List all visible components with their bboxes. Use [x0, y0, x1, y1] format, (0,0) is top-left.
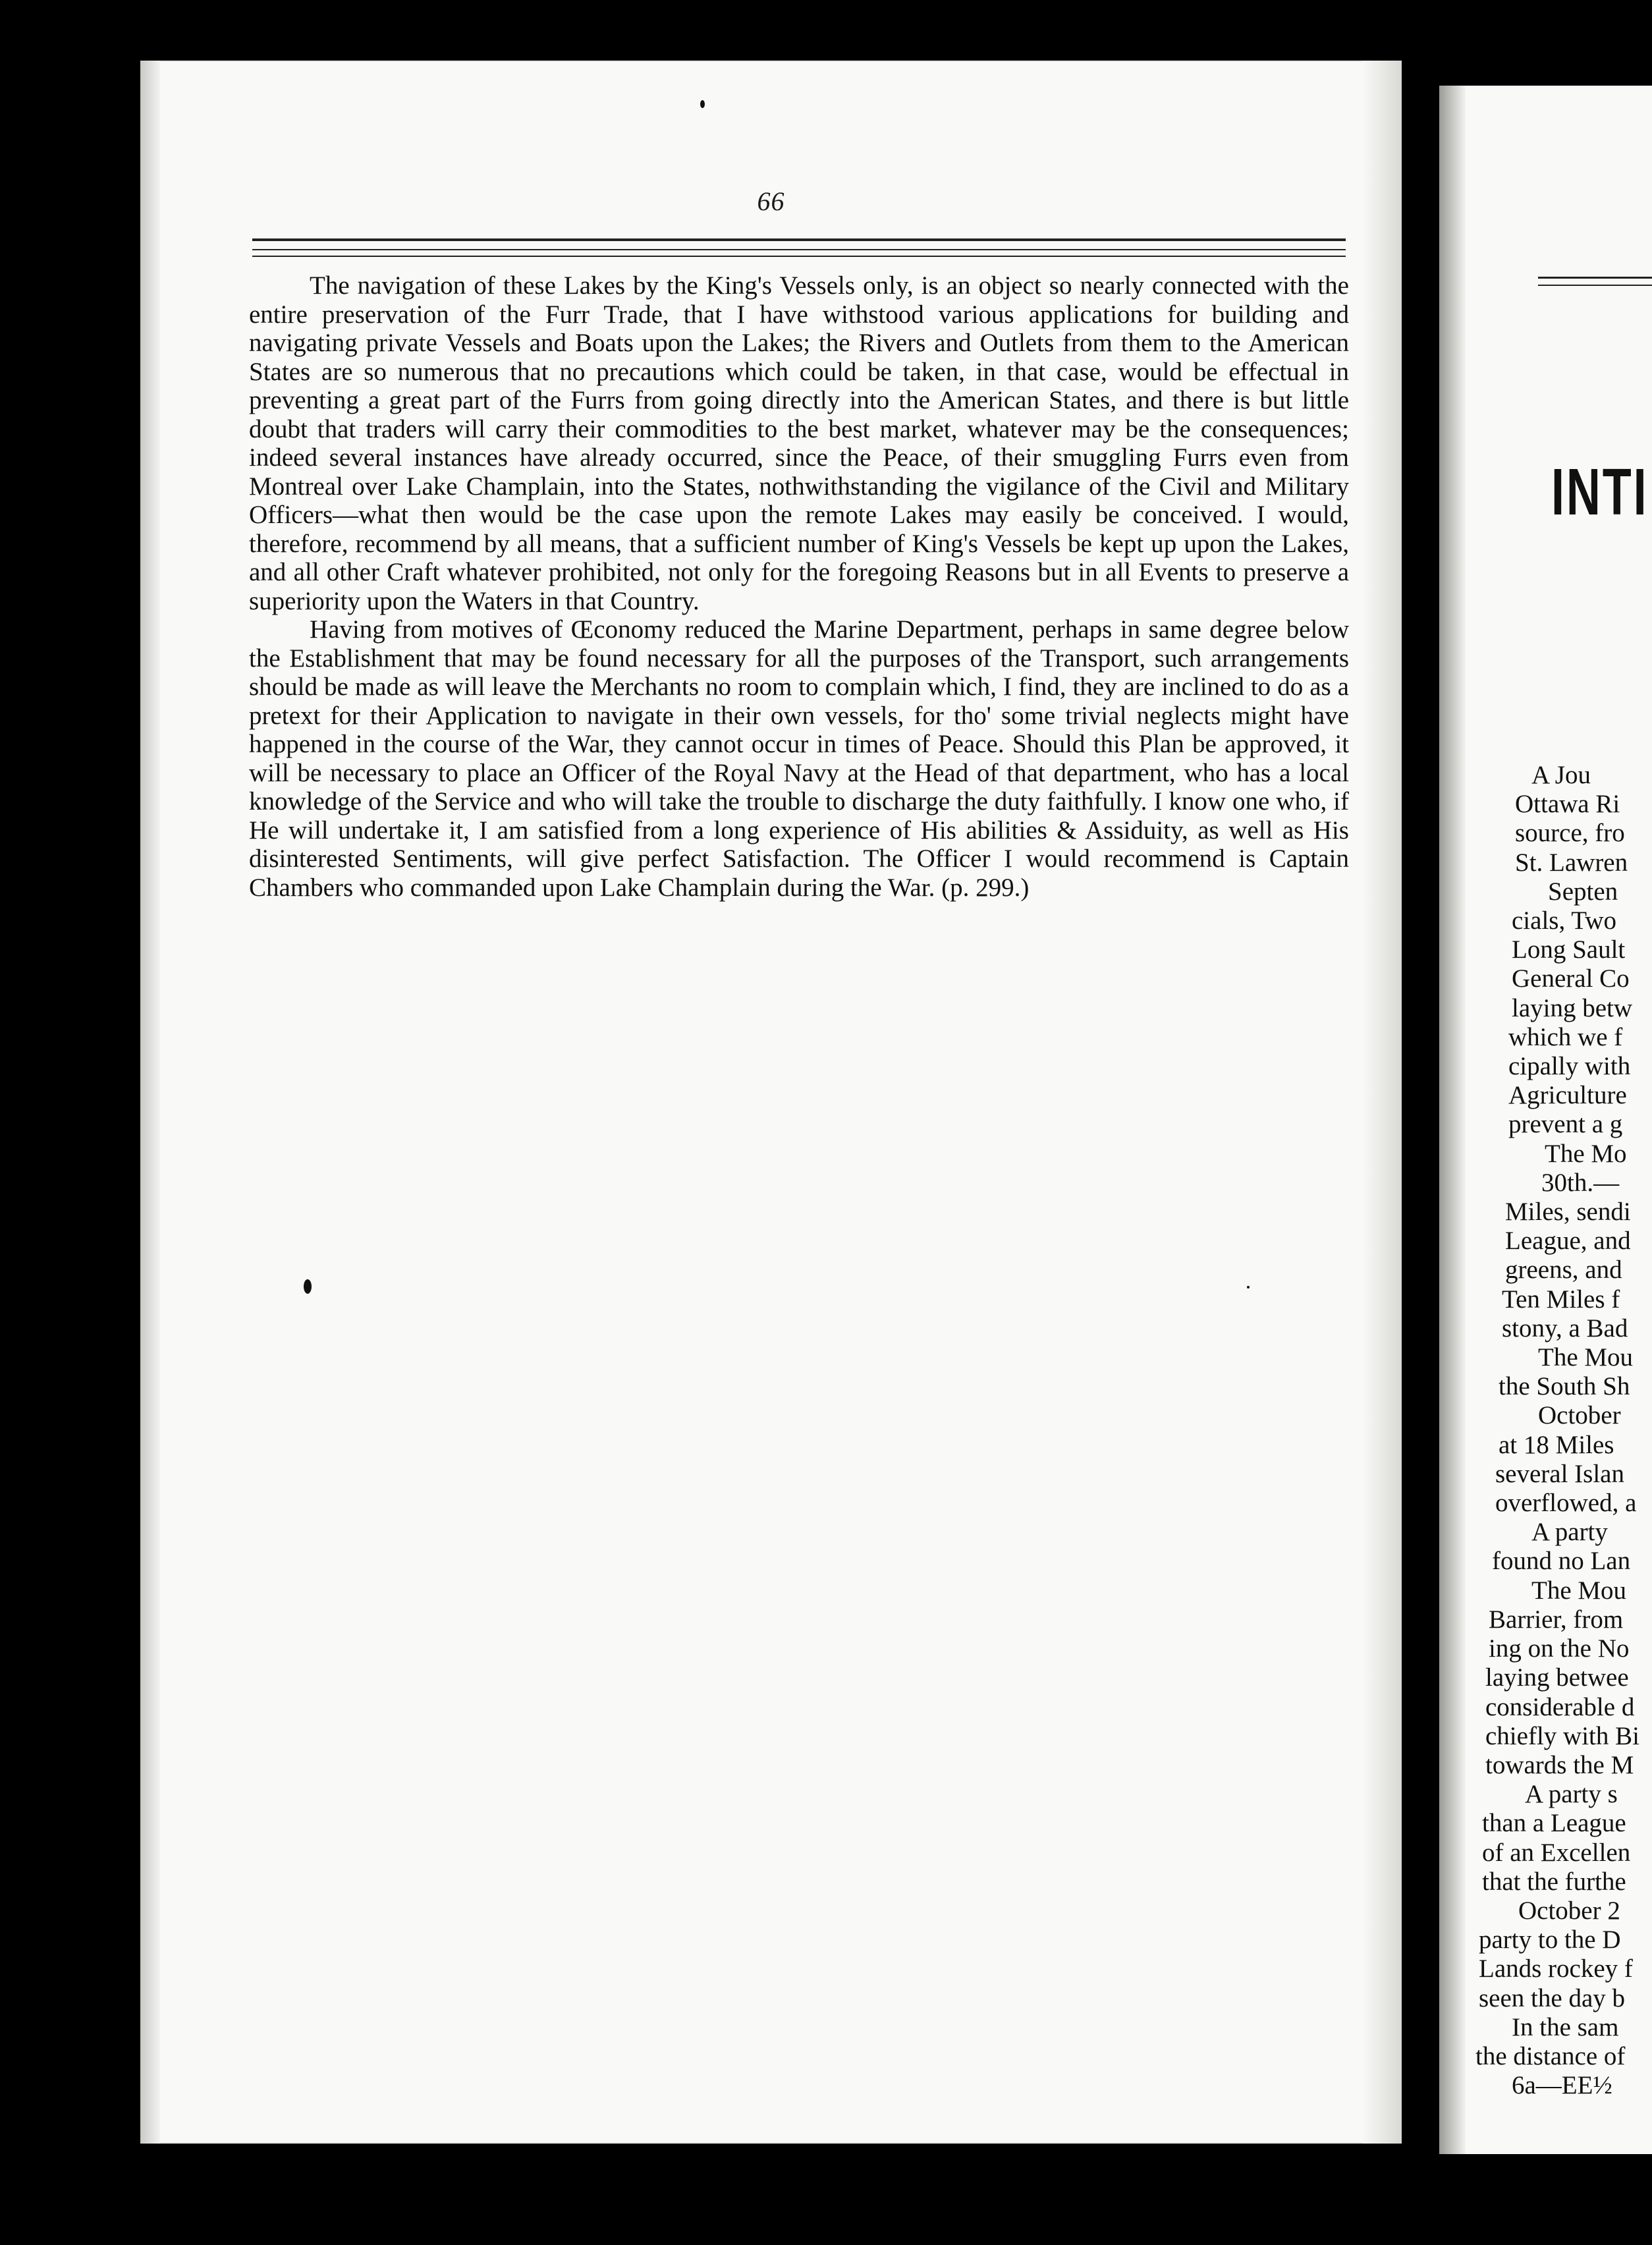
page-number: 66	[757, 186, 785, 216]
header-rule	[252, 238, 1346, 241]
text-line: A party	[1531, 1518, 1608, 1547]
text-line: source, fro	[1515, 819, 1625, 848]
text-line: overflowed, a	[1495, 1489, 1637, 1518]
header-rule	[252, 249, 1346, 250]
text-line: of an Excellen	[1482, 1838, 1631, 1867]
right-page-text	[1439, 761, 1652, 2100]
text-line: laying betwee	[1485, 1663, 1629, 1692]
text-line: A Jou	[1531, 761, 1591, 789]
text-line: In the sam	[1512, 2012, 1619, 2041]
text-line: Ten Miles f	[1502, 1285, 1620, 1314]
text-line: which we f	[1508, 1022, 1623, 1051]
text-line: cials, Two	[1512, 906, 1617, 935]
text-line: Septen	[1548, 877, 1618, 906]
text-line: Lands rockey f	[1479, 1954, 1633, 1983]
text-line: A party s	[1525, 1780, 1618, 1809]
text-line: cipally with	[1508, 1052, 1631, 1081]
text-line: found no Lan	[1492, 1547, 1631, 1576]
text-line: that the furthe	[1482, 1867, 1626, 1896]
text-line: 30th.—	[1541, 1168, 1620, 1197]
text-line: Long Sault	[1512, 935, 1626, 964]
text-line: prevent a g	[1508, 1110, 1623, 1139]
text-line: 6a—EE½	[1512, 2071, 1612, 2100]
page-edge-shadow	[140, 61, 160, 2144]
text-line: General Co	[1512, 964, 1630, 993]
text-line: the South Sh	[1499, 1372, 1630, 1401]
text-line: at 18 Miles	[1499, 1430, 1614, 1459]
text-line: the distance of	[1475, 2041, 1626, 2070]
text-line: several Islan	[1495, 1459, 1624, 1488]
text-line: ing on the No	[1489, 1634, 1630, 1663]
text-line: October	[1538, 1401, 1621, 1430]
text-line: Miles, sendi	[1505, 1198, 1631, 1227]
text-line: The Mou	[1538, 1343, 1634, 1372]
text-line: Ottawa Ri	[1515, 790, 1620, 819]
paragraph-marine-department: Having from motives of Œconomy reduced the Marine Department, perhaps in same degree below the Establishment that may be found necessary for all the purposes of the Transport, such arrangements should be made as will leave the Merchants no room to complain which, I find, they are inclined to do as a pretext for their Application to navigate in their own vessels, for tho' some trivial neglects might have happened in the course of the War, they cannot occur in times of Peace. Should this Plan be approved, it will be necessary to place an Officer of the Royal Navy at the Head of that department, who has a local knowledge of the Service and who will take the trouble to discharge the duty faithfully. I know one who, if He will undertake it, I am satisfied from a long experience of His abilities & Assiduity, as well as His disinterested Sentiments, will give perfect Satisfaction. The Officer I would recommend is Captain Chambers who commanded upon Lake Champlain during the War. (p. 299.)	[249, 615, 1349, 902]
header-rule	[252, 256, 1346, 257]
page-heading: INTI	[1551, 455, 1649, 529]
text-line: League, and	[1505, 1227, 1631, 1256]
text-line: The Mou	[1531, 1576, 1627, 1605]
right-page	[1439, 86, 1652, 2154]
text-line: chiefly with Bi	[1485, 1721, 1639, 1750]
page-binding-shadow	[1362, 61, 1402, 2144]
text-line: stony, a Bad	[1502, 1314, 1628, 1343]
text-line: Barrier, from	[1489, 1605, 1624, 1634]
header-rule	[1538, 285, 1652, 286]
text-line: towards the M	[1485, 1750, 1634, 1779]
header-rule	[1538, 277, 1652, 279]
text-line: St. Lawren	[1515, 848, 1628, 877]
text-line: The Mo	[1545, 1139, 1627, 1168]
text-line: October 2	[1518, 1896, 1620, 1925]
text-line: considerable d	[1485, 1692, 1635, 1721]
left-page	[140, 61, 1402, 2144]
text-line: laying betw	[1512, 993, 1633, 1022]
paragraph-lakes-navigation: The navigation of these Lakes by the King's Vessels only, is an object so nearly connected with the entire preservation of the Furr Trade, that I have withstood various applications for building and navigating private Vessels and Boats upon the Lakes; the Rivers and Outlets from them to the American States are so numerous that no precautions which could be taken, in that case, would be effectual in preventing a great part of the Furrs from going directly into the American States, and there is but little doubt that traders will carry their commodities to the best market, whatever may be the consequences; indeed several instances have already occurred, since the Peace, of their smuggling Furrs even from Montreal over Lake Champlain, into the States, nothwithstanding the vigilance of the Civil and Military Officers—what then would be the case upon the remote Lakes may easily be conceived. I would, therefore, recommend by all means, that a sufficient number of King's Vessels be kept up upon the Lakes, and all other Craft whatever prohibited, not only for the foregoing Reasons but in all Events to preserve a superiority upon the Waters in that Country.	[249, 271, 1349, 615]
text-line: Agriculture	[1508, 1081, 1627, 1110]
text-line: greens, and	[1505, 1256, 1622, 1285]
text-line: party to the D	[1479, 1926, 1621, 1954]
text-line: than a League	[1482, 1809, 1626, 1838]
text-line: seen the day b	[1479, 1983, 1626, 2012]
body-text	[249, 271, 1349, 902]
